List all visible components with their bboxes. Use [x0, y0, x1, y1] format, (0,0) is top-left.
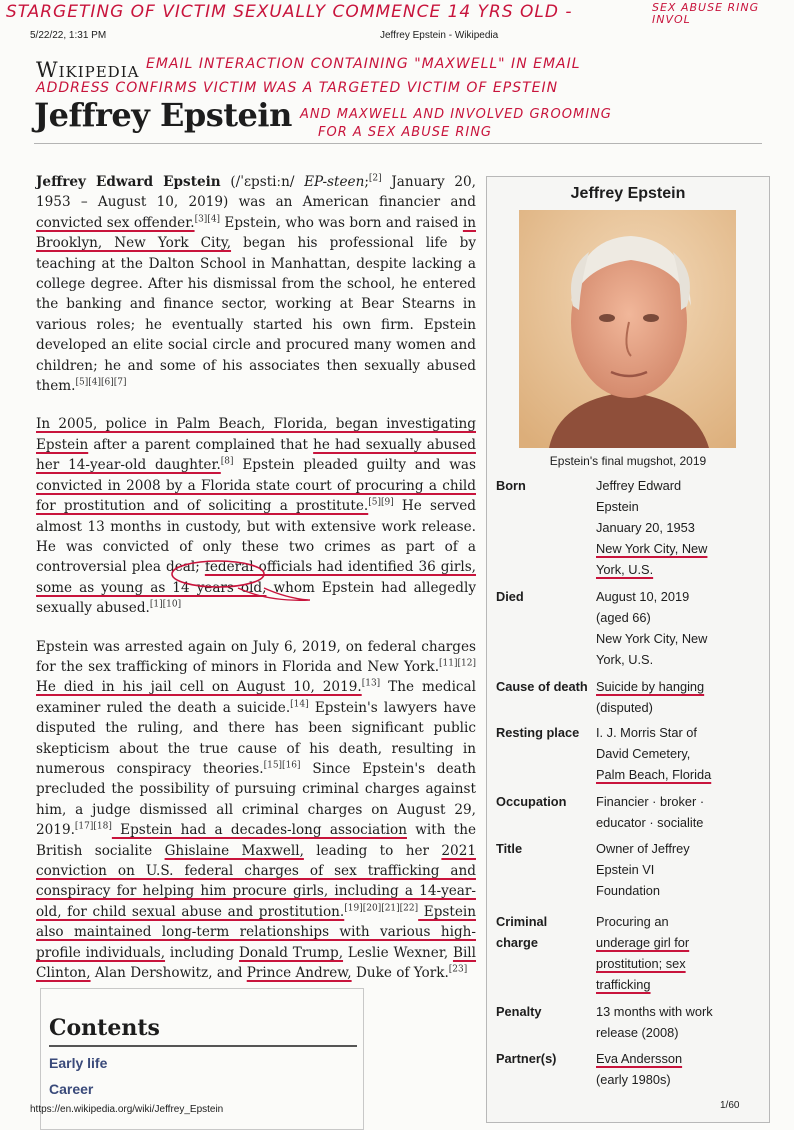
handwritten-note-line-3a: AND MAXWELL AND INVOLVED GROOMING — [300, 107, 612, 122]
infobox-label-died: Died — [496, 589, 524, 604]
infobox-label-cause-of-death: Cause of death — [496, 679, 588, 694]
handwritten-note-line-1: EMAIL INTERACTION CONTAINING "MAXWELL" IN EMAIL — [146, 56, 581, 72]
annotated-underline[interactable]: Epstein also maintained long-term relationships with various high-profile individuals, — [36, 903, 476, 961]
citation[interactable]: [13] — [361, 678, 381, 689]
toc-item-career[interactable]: Career — [49, 1081, 94, 1097]
pronunciation-respelling: EP-steen — [304, 174, 365, 190]
infobox-label-criminal-charge: Criminal charge — [496, 914, 548, 950]
toc-item-early-life[interactable]: Early life — [49, 1055, 108, 1071]
citation[interactable]: [15][16] — [263, 760, 301, 771]
print-page-title: Jeffrey Epstein - Wikipedia — [380, 30, 499, 41]
annotated-underline[interactable]: Prince Andrew, — [246, 965, 352, 982]
infobox-label-penalty: Penalty — [496, 1004, 542, 1019]
annotated-underline: He died in his jail cell on August 10, 2019. — [36, 679, 362, 696]
infobox — [486, 176, 770, 1123]
print-page-number: 1/60 — [720, 1100, 740, 1111]
infobox-value-criminal-charge: Procuring an underage girl for prostitution; sex trafficking — [596, 914, 690, 992]
handwritten-circle-mark — [168, 558, 318, 606]
infobox-value-title: Owner of Jeffrey Epstein VI Foundation — [596, 841, 690, 898]
infobox-value-born: Jeffrey Edward Epstein January 20, 1953 New York City, New York, U.S. — [596, 478, 708, 577]
annotated-underline[interactable]: In 2005, police in Palm Beach, Florida, began investigating Epstein — [36, 416, 476, 453]
infobox-label-born: Born — [496, 478, 526, 493]
handwritten-note-top: STARGETING OF VICTIM SEXUALLY COMMENCE 14 YRS OLD - — [6, 2, 573, 22]
infobox-label-resting-place: Resting place — [496, 725, 580, 740]
infobox-value-partners: Eva Andersson (early 1980s) — [596, 1051, 683, 1087]
citation[interactable]: [8] — [220, 456, 234, 467]
infobox-photo-caption: Epstein's final mugshot, 2019 — [549, 454, 707, 468]
infobox-label-title: Title — [496, 841, 523, 856]
print-date: 5/22/22, 1:31 PM — [30, 30, 107, 41]
annotated-underline[interactable]: Donald Trump, — [239, 944, 344, 961]
annotated-underline[interactable]: Bill Clinton, — [36, 944, 477, 982]
infobox-label-occupation: Occupation — [496, 794, 567, 809]
lead-paragraph-2: In 2005, police in Palm Beach, Florida, began investigating Epstein after a parent complained that he had sexually abused her 14-year-old daughter.[8] Epstein pleaded guilty and was convicted in 2008 by a Florida state court of procuring a child for prostitution and of soliciting a prostitute.[5][9] He served almost 13 months in custody, but with extensive work release. He was convicted of only these two crimes as part of a controversial plea deal; federal officials had identified 36 girls, some as young as 14 years old, whom Epstein had allegedly sexually abused.[1][10] — [36, 416, 477, 617]
contents-divider — [49, 1045, 357, 1047]
infobox-title: Jeffrey Epstein — [570, 185, 686, 202]
lead-paragraph-3: Epstein was arrested again on July 6, 2019, on federal charges for the sex trafficking of minors in Florida and New York.[11][12] He died in his jail cell on August 10, 2019.[13] The medical examiner ruled the death a suicide.[14] Epstein's lawyers have disputed the ruling, and there has been significant public skepticism about the true cause of his death, resulting in numerous conspiracy theories.[15][16] Since Epstein's death precluded the possibility of pursuing criminal charges against him, a judge dismissed all criminal charges on August 29, 2019.[17][18] Epstein had a decades-long association with the British socialite Ghislaine Maxwell, leading to her 2021 conviction on U.S. federal charges of sex trafficking and conspiracy for helping him procure girls, including a 14-year-old, for child sexual abuse and prostitution.[19][20][21][22] Epstein also maintained long-term relationships with various high-profile individuals, including Donald Trump, Leslie Wexner, Bill Clinton, Alan Dershowitz, and Prince Andrew, Duke of York.[23] — [36, 638, 477, 982]
infobox-value-resting-place: I. J. Morris Star of David Cemetery, Palm Beach, Florida — [596, 725, 712, 782]
page-title: Jeffrey Epstein — [34, 96, 292, 134]
citation[interactable]: [2] — [368, 173, 382, 184]
citation[interactable]: [17][18] — [74, 821, 112, 832]
mugshot-photo[interactable] — [519, 210, 736, 448]
citation[interactable]: [11][12] — [439, 658, 476, 669]
pronunciation-ipa[interactable]: (/ˈɛpstiːn/ — [230, 174, 295, 190]
annotated-underline[interactable]: convicted sex offender. — [36, 214, 195, 231]
infobox-label-partners: Partner(s) — [496, 1051, 557, 1066]
citation[interactable]: [3][4] — [194, 214, 221, 225]
handwritten-note-corner: SEX ABUSE RING INVOL — [652, 1, 760, 26]
citation[interactable]: [14] — [290, 699, 309, 710]
contents-heading: Contents — [49, 1015, 160, 1041]
infobox-value-occupation: Financier · broker · educator · socialite — [596, 794, 705, 830]
annotated-underline[interactable]: in Brooklyn, New York City, — [36, 214, 476, 252]
citation[interactable]: [19][20][21][22] — [344, 903, 419, 914]
annotated-underline[interactable]: convicted in 2008 by a Florida state court of procuring a child for prostitution and of soliciting a prostitute. — [36, 477, 476, 515]
infobox-value-died: August 10, 2019 (aged 66) New York City, New York, U.S. — [596, 589, 708, 667]
citation[interactable]: [5][9] — [368, 497, 394, 508]
annotated-underline[interactable]: 2021 conviction on U.S. federal charges of sex trafficking and conspiracy for helping him procure girls, including a 14-year-old, for child sexual abuse and prostitution. — [36, 842, 476, 920]
handwritten-note-line-3 — [300, 106, 612, 142]
handwritten-note-line-3b: FOR A SEX ABUSE RING — [318, 125, 492, 140]
annotated-underline: he had sexually abused her 14-year-old daughter. — [36, 436, 476, 474]
annotated-underline[interactable]: Ghislaine Maxwell, — [164, 842, 304, 859]
subject-name: Jeffrey Edward Epstein — [36, 174, 221, 190]
infobox-value-cause-of-death: Suicide by hanging (disputed) — [596, 679, 705, 715]
lead-paragraph-1: Jeffrey Edward Epstein (/ˈɛpstiːn/ EP-steen;[2] January 20, 1953 – August 10, 2019) was an American financier and convicted sex offender.[3][4] Epstein, who was born and raised in Brooklyn, New York City, began his professional life by teaching at the Dalton School in Manhattan, despite lacking a college degree. After his dismissal from the school, he entered the banking and finance sector, working at Bear Stearns in various roles; he eventually started his own firm. Epstein developed an elite social circle and procured many women and children; he and some of his associates then sexually abused them.[5][4][6][7] — [36, 173, 476, 395]
title-divider — [34, 143, 762, 144]
annotated-underline: Epstein had a decades-long association — [111, 822, 407, 839]
annotated-underline: federal officials had identified 36 girls, some as young as 14 years old, — [36, 559, 476, 596]
citation[interactable]: [1][10] — [149, 599, 182, 610]
citation[interactable]: [23] — [448, 964, 468, 975]
print-footer-url: https://en.wikipedia.org/wiki/Jeffrey_Epstein — [30, 1104, 224, 1115]
handwritten-note-line-2: ADDRESS CONFIRMS VICTIM WAS A TARGETED VICTIM OF EPSTEIN — [36, 80, 559, 96]
wikipedia-logo[interactable]: Wikipedia — [36, 58, 140, 82]
citation[interactable]: [5][4][6][7] — [75, 377, 127, 388]
infobox-value-penalty: 13 months with work release (2008) — [596, 1004, 713, 1040]
